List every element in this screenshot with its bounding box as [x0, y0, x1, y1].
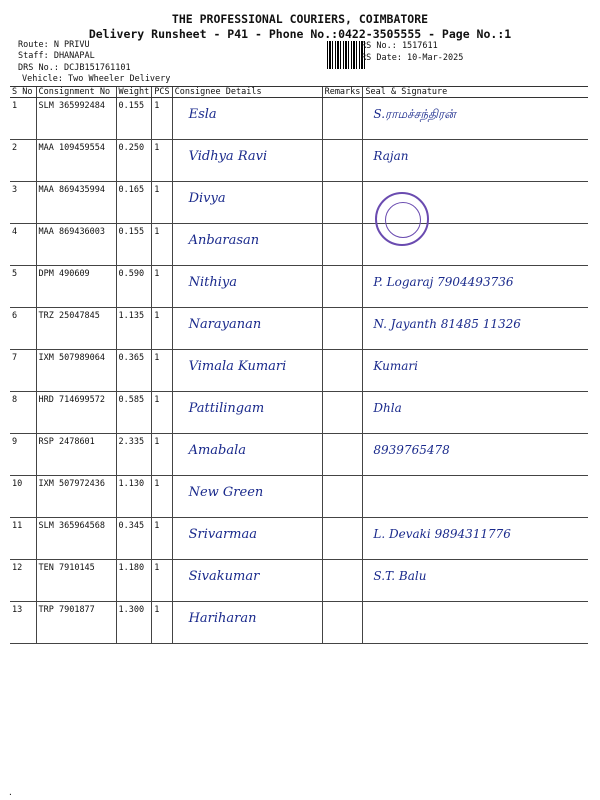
barcode-icon — [327, 41, 365, 69]
cell-signature-text: S.ராமச்சந்திரன் — [373, 107, 456, 121]
cell-consignee — [172, 560, 322, 602]
cell-consignee — [172, 350, 322, 392]
cell-weight-text: 1.180 — [118, 563, 145, 573]
cell-consignment-no — [36, 350, 116, 392]
cell-consignment-no-text: SLM 365992484 — [38, 101, 106, 111]
cell-sno-text: 13 — [12, 605, 23, 615]
cell-weight-text: 1.135 — [118, 311, 145, 321]
cell-consignment-no-text: HRD 714699572 — [38, 395, 106, 405]
rs-date-label: RS Date: 10-Mar-2025 — [361, 53, 464, 63]
cell-consignment-no — [36, 476, 116, 518]
cell-pcs — [152, 182, 172, 224]
cell-consignment-no-text: DPM 490609 — [38, 269, 90, 279]
cell-consignment-no-text: IXM 507972436 — [38, 479, 106, 489]
cell-consignment-no — [36, 224, 116, 266]
table-header-row — [10, 87, 588, 98]
cell-signature — [363, 308, 588, 350]
cell-sno — [10, 224, 36, 266]
cell-weight-text: 0.155 — [118, 101, 145, 111]
table-row — [10, 182, 588, 224]
cell-weight — [116, 182, 152, 224]
cell-sno-text: 10 — [12, 479, 23, 489]
cell-weight — [116, 476, 152, 518]
cell-pcs-text: 1 — [154, 311, 160, 321]
cell-pcs — [152, 392, 172, 434]
cell-consignment-no-text: MAA 869435994 — [38, 185, 106, 195]
cell-consignment-no — [36, 392, 116, 434]
cell-remarks — [322, 602, 363, 644]
cell-pcs-text: 1 — [154, 101, 160, 111]
cell-sno — [10, 518, 36, 560]
table-row — [10, 476, 588, 518]
cell-signature — [363, 560, 588, 602]
cell-consignment-no — [36, 518, 116, 560]
cell-consignment-no — [36, 602, 116, 644]
cell-pcs — [152, 518, 172, 560]
cell-weight — [116, 602, 152, 644]
cell-weight-text: 0.155 — [118, 227, 145, 237]
cell-signature-text — [365, 605, 586, 611]
cell-sno-text: 5 — [12, 269, 18, 279]
cell-pcs — [152, 266, 172, 308]
cell-weight — [116, 224, 152, 266]
cell-consignment-no-text: TEN 7910145 — [38, 563, 95, 573]
cell-signature-text: P. Logaraj 7904493736 — [373, 275, 514, 289]
cell-consignee — [172, 140, 322, 182]
cell-signature-text: L. Devaki 9894311776 — [373, 527, 511, 541]
cell-remarks — [322, 392, 363, 434]
cell-sno — [10, 350, 36, 392]
cell-weight — [116, 350, 152, 392]
cell-remarks — [322, 434, 363, 476]
cell-consignee-text: Nithiya — [188, 275, 237, 290]
cell-signature — [363, 98, 588, 140]
col-consignment: Consignment No — [36, 87, 116, 98]
cell-consignment-no-text: IXM 507989064 — [38, 353, 106, 363]
cell-remarks — [322, 518, 363, 560]
cell-signature — [363, 518, 588, 560]
company-title: THE PROFESSIONAL COURIERS, COIMBATORE — [171, 12, 429, 26]
cell-sno-text: 3 — [12, 185, 18, 195]
cell-pcs-text: 1 — [154, 605, 160, 615]
cell-weight — [116, 518, 152, 560]
cell-remarks — [322, 140, 363, 182]
cell-sno — [10, 476, 36, 518]
cell-pcs — [152, 140, 172, 182]
drs-label: DRS No.: DCJB151761101 — [18, 63, 131, 73]
cell-consignee-text: Pattilingam — [188, 401, 265, 416]
cell-pcs-text: 1 — [154, 563, 160, 573]
cell-remarks — [322, 560, 363, 602]
cell-signature — [363, 476, 588, 518]
col-consignee: Consignee Details — [172, 87, 322, 98]
cell-sno-text: 2 — [12, 143, 18, 153]
cell-weight — [116, 266, 152, 308]
page-mark: . — [8, 788, 13, 797]
cell-consignee-text: Vidhya Ravi — [188, 149, 268, 164]
cell-pcs-text: 1 — [154, 479, 160, 489]
cell-pcs — [152, 434, 172, 476]
cell-remarks — [322, 224, 363, 266]
cell-sno-text: 8 — [12, 395, 18, 405]
cell-consignee-text: Srivarmaa — [188, 527, 257, 542]
cell-sno — [10, 560, 36, 602]
cell-sno-text: 1 — [12, 101, 18, 111]
cell-weight — [116, 434, 152, 476]
cell-weight-text: 0.590 — [118, 269, 145, 279]
cell-weight — [116, 140, 152, 182]
cell-signature-text — [365, 479, 586, 485]
cell-signature — [363, 434, 588, 476]
cell-consignment-no-text: SLM 365964568 — [38, 521, 106, 531]
cell-consignment-no-text: TRP 7901877 — [38, 605, 95, 615]
cell-signature-text: Dhla — [373, 401, 402, 415]
cell-sno-text: 12 — [12, 563, 23, 573]
cell-weight — [116, 560, 152, 602]
cell-pcs — [152, 350, 172, 392]
staff-label: Staff: DHANAPAL — [18, 51, 95, 61]
cell-consignee-text: Amabala — [188, 443, 247, 458]
cell-remarks — [322, 308, 363, 350]
cell-consignment-no — [36, 140, 116, 182]
cell-signature — [363, 266, 588, 308]
cell-sno — [10, 266, 36, 308]
cell-sno-text: 4 — [12, 227, 18, 237]
vehicle-label: Vehicle: Two Wheeler Delivery — [22, 74, 171, 84]
cell-remarks — [322, 350, 363, 392]
cell-consignment-no-text: MAA 869436003 — [38, 227, 106, 237]
cell-consignment-no — [36, 98, 116, 140]
cell-consignee — [172, 518, 322, 560]
cell-signature — [363, 350, 588, 392]
cell-remarks — [322, 266, 363, 308]
cell-consignment-no — [36, 266, 116, 308]
cell-pcs-text: 1 — [154, 269, 160, 279]
cell-signature-text: Kumari — [373, 359, 418, 373]
cell-signature — [363, 140, 588, 182]
cell-consignee-text: Anbarasan — [188, 233, 260, 248]
runsheet-subtitle: Delivery Runsheet - P41 - Phone No.:0422-3505555 - Page No.:1 — [88, 27, 512, 41]
cell-consignee-text: Divya — [188, 191, 226, 206]
cell-consignee-text: Hariharan — [188, 611, 257, 626]
cell-consignee — [172, 602, 322, 644]
table-row — [10, 266, 588, 308]
cell-sno — [10, 602, 36, 644]
cell-weight-text: 2.335 — [118, 437, 145, 447]
cell-pcs — [152, 224, 172, 266]
cell-pcs — [152, 602, 172, 644]
cell-sno-text: 11 — [12, 521, 23, 531]
cell-signature — [363, 602, 588, 644]
cell-consignee — [172, 476, 322, 518]
table-row — [10, 560, 588, 602]
table-row — [10, 308, 588, 350]
col-pcs: PCS — [152, 87, 172, 98]
table-row — [10, 518, 588, 560]
cell-weight-text: 0.365 — [118, 353, 145, 363]
cell-signature-text — [365, 185, 586, 191]
cell-consignee-text: Vimala Kumari — [188, 359, 287, 374]
cell-sno-text: 9 — [12, 437, 18, 447]
cell-weight-text: 0.585 — [118, 395, 145, 405]
table-row — [10, 434, 588, 476]
col-weight: Weight — [116, 87, 152, 98]
cell-pcs — [152, 560, 172, 602]
cell-consignee — [172, 224, 322, 266]
cell-weight-text: 0.345 — [118, 521, 145, 531]
cell-signature-text: 8939765478 — [373, 443, 450, 457]
cell-pcs — [152, 476, 172, 518]
cell-signature-text: S.T. Balu — [373, 569, 427, 583]
cell-pcs-text: 1 — [154, 353, 160, 363]
table-row — [10, 350, 588, 392]
cell-consignee-text: Narayanan — [188, 317, 262, 332]
cell-sno-text: 6 — [12, 311, 18, 321]
cell-sno — [10, 182, 36, 224]
cell-weight — [116, 98, 152, 140]
table-row — [10, 224, 588, 266]
cell-sno — [10, 392, 36, 434]
cell-consignee — [172, 182, 322, 224]
company-seal-stamp — [375, 192, 429, 246]
cell-pcs — [152, 308, 172, 350]
cell-consignment-no-text: RSP 2478601 — [38, 437, 95, 447]
cell-weight-text: 0.165 — [118, 185, 145, 195]
cell-consignee-text: Sivakumar — [188, 569, 260, 584]
col-signature: Seal & Signature — [363, 87, 588, 98]
cell-consignee — [172, 98, 322, 140]
cell-weight-text: 0.250 — [118, 143, 145, 153]
cell-consignment-no-text: MAA 109459554 — [38, 143, 106, 153]
cell-pcs-text: 1 — [154, 521, 160, 531]
cell-signature-text: N. Jayanth 81485 11326 — [373, 317, 521, 331]
cell-weight-text: 1.300 — [118, 605, 145, 615]
cell-sno — [10, 98, 36, 140]
rs-no-label: RS No.: 1517611 — [361, 41, 438, 51]
cell-pcs-text: 1 — [154, 143, 160, 153]
cell-remarks — [322, 98, 363, 140]
cell-consignee — [172, 392, 322, 434]
cell-remarks — [322, 182, 363, 224]
cell-consignment-no-text: TRZ 25047845 — [38, 311, 100, 321]
cell-pcs-text: 1 — [154, 227, 160, 237]
col-sno: S No — [10, 87, 36, 98]
cell-consignment-no — [36, 560, 116, 602]
cell-consignee — [172, 434, 322, 476]
route-label: Route: N PRIVU — [18, 40, 90, 50]
cell-consignee — [172, 266, 322, 308]
table-row — [10, 140, 588, 182]
col-remarks: Remarks — [322, 87, 363, 98]
cell-weight — [116, 392, 152, 434]
cell-sno — [10, 434, 36, 476]
cell-weight — [116, 308, 152, 350]
cell-pcs-text: 1 — [154, 437, 160, 447]
cell-consignee-text: New Green — [188, 485, 264, 500]
table-row — [10, 602, 588, 644]
cell-consignment-no — [36, 182, 116, 224]
cell-sno-text: 7 — [12, 353, 18, 363]
cell-consignment-no — [36, 308, 116, 350]
runsheet-table — [10, 86, 588, 644]
cell-consignee — [172, 308, 322, 350]
cell-weight-text: 1.130 — [118, 479, 145, 489]
table-row — [10, 392, 588, 434]
cell-pcs-text: 1 — [154, 395, 160, 405]
cell-remarks — [322, 476, 363, 518]
cell-signature-text: Rajan — [373, 149, 409, 163]
cell-sno — [10, 140, 36, 182]
table-row — [10, 98, 588, 140]
cell-consignee-text: Esla — [188, 107, 217, 122]
cell-consignment-no — [36, 434, 116, 476]
cell-pcs — [152, 98, 172, 140]
cell-sno — [10, 308, 36, 350]
cell-pcs-text: 1 — [154, 185, 160, 195]
cell-signature — [363, 392, 588, 434]
